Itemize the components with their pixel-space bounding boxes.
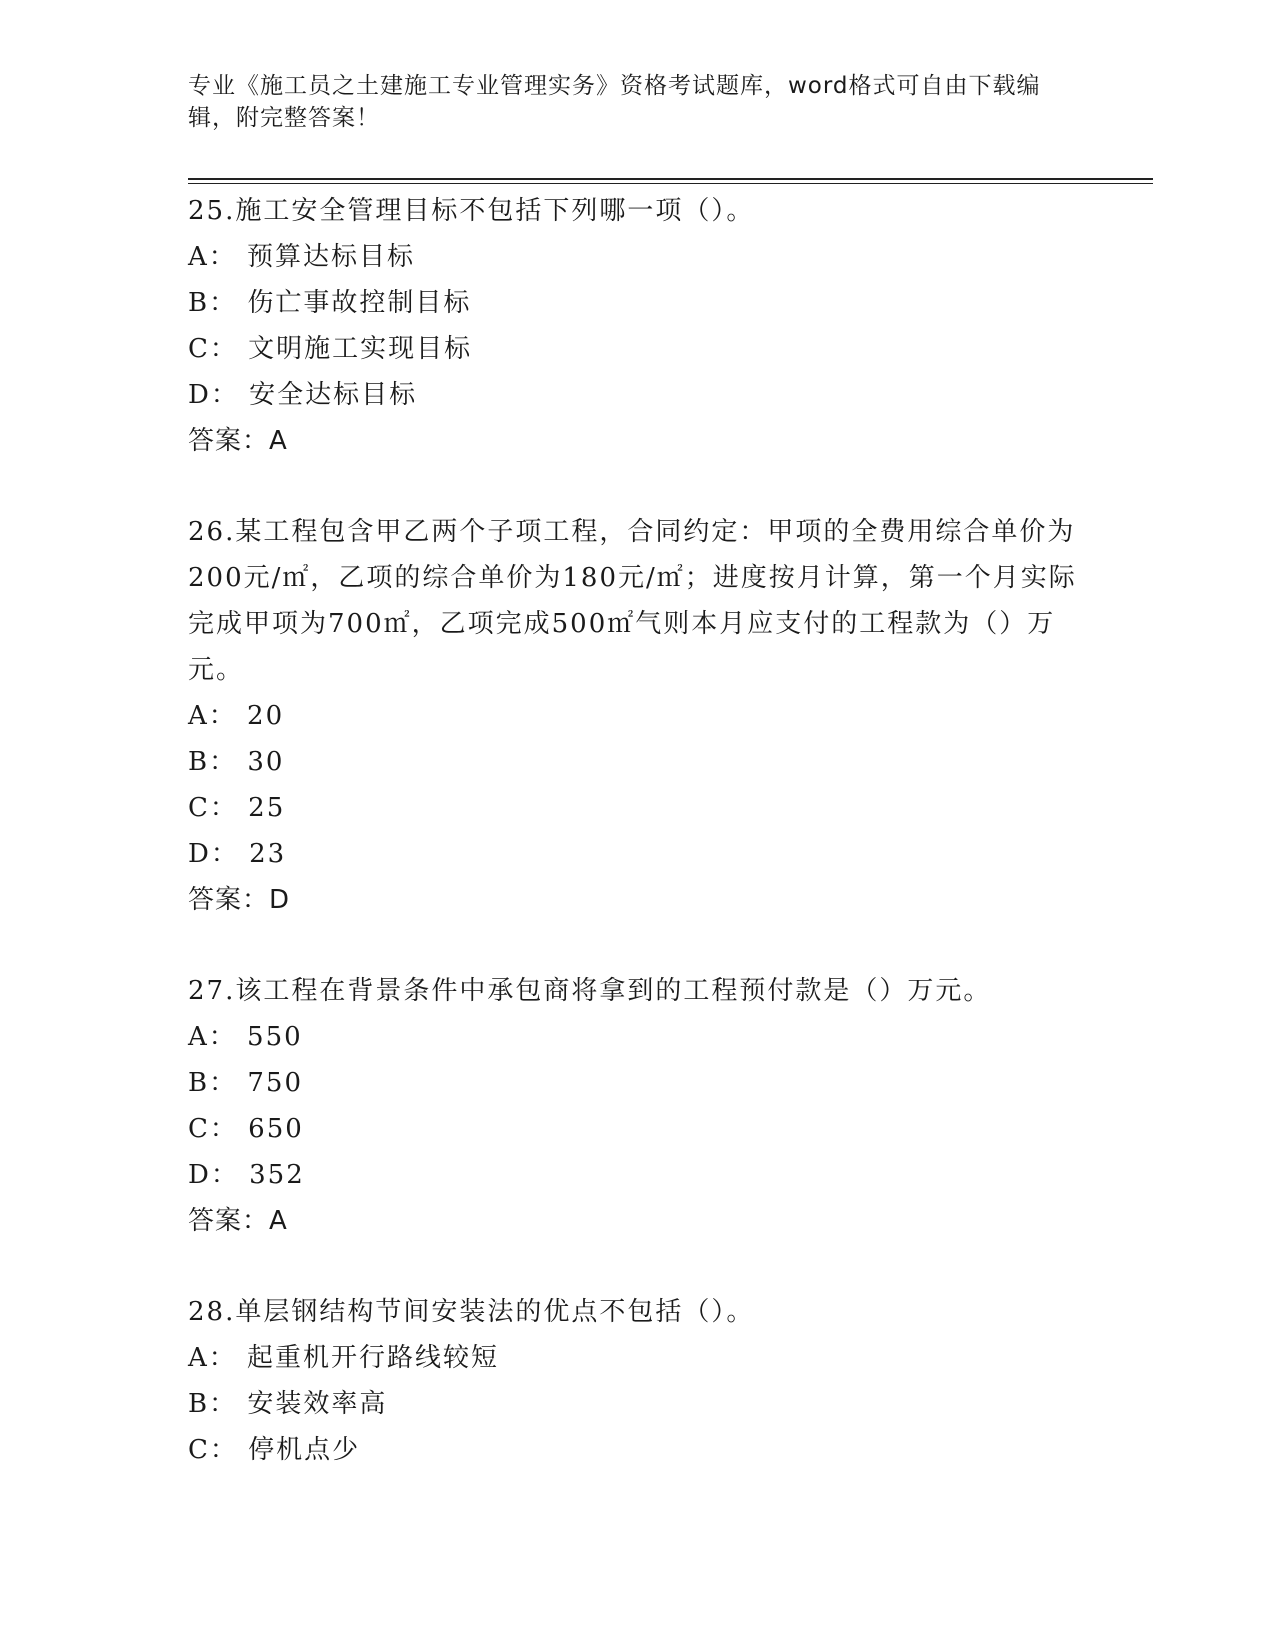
option-letter: D: [188, 839, 211, 869]
option-letter: C: [188, 1435, 210, 1465]
option-text: 550: [247, 1022, 303, 1052]
question-26: [188, 509, 1088, 923]
question-stem: 27.该工程在背景条件中承包商将拿到的工程预付款是（）万元。: [188, 976, 992, 1006]
option-letter: C: [188, 793, 210, 823]
option-a: A： 预算达标目标: [188, 242, 416, 272]
option-c: C： 25: [188, 793, 286, 823]
option-letter: C: [188, 1114, 210, 1144]
option-c: C： 650: [188, 1114, 304, 1144]
question-28: [188, 1289, 1088, 1473]
answer-line: [188, 418, 1088, 464]
option-letter: D: [188, 380, 211, 410]
header-divider-thin: [188, 183, 1153, 184]
option-text: 停机点少: [248, 1435, 361, 1465]
option-b: B： 安装效率高: [188, 1389, 388, 1419]
option-letter: B: [188, 1068, 210, 1098]
option-d: D： 352: [188, 1160, 305, 1190]
option-a: A： 20: [188, 701, 285, 731]
option-letter: A: [188, 1343, 209, 1373]
option-c: C： 停机点少: [188, 1435, 361, 1465]
option-text: 20: [247, 701, 285, 731]
document-header: 专业《施工员之土建施工专业管理实务》资格考试题库，word格式可自由下载编辑，附完整答案！: [188, 73, 1041, 131]
option-b: B： 30: [188, 747, 285, 777]
option-letter: B: [188, 288, 210, 318]
option-letter: A: [188, 701, 209, 731]
header-divider-thick: [188, 178, 1153, 180]
answer-line: [188, 1198, 1088, 1244]
question-stem: 25.施工安全管理目标不包括下列哪一项（）。: [188, 196, 755, 226]
option-letter: D: [188, 1160, 211, 1190]
option-letter: A: [188, 1022, 209, 1052]
option-c: C： 文明施工实现目标: [188, 334, 473, 364]
option-b: B： 750: [188, 1068, 304, 1098]
answer-label: 答案：: [188, 426, 270, 456]
answer-value: D: [269, 885, 291, 915]
option-d: D： 安全达标目标: [188, 380, 418, 410]
question-list: [188, 188, 1088, 1518]
answer-value: A: [269, 1206, 288, 1236]
answer-value: A: [269, 426, 288, 456]
option-text: 352: [249, 1160, 305, 1190]
option-d: D： 23: [188, 839, 287, 869]
option-text: 起重机开行路线较短: [247, 1343, 500, 1373]
option-text: 650: [248, 1114, 304, 1144]
option-a: A： 起重机开行路线较短: [188, 1343, 500, 1373]
option-b: B： 伤亡事故控制目标: [188, 288, 472, 318]
option-text: 安装效率高: [247, 1389, 388, 1419]
question-stem: 28.单层钢结构节间安装法的优点不包括（）。: [188, 1297, 755, 1327]
option-letter: B: [188, 747, 210, 777]
answer-line: [188, 877, 1088, 923]
option-text: 30: [247, 747, 285, 777]
option-text: 23: [249, 839, 287, 869]
option-letter: B: [188, 1389, 210, 1419]
answer-label: 答案：: [188, 1206, 270, 1236]
question-25: [188, 188, 1088, 464]
option-text: 安全达标目标: [249, 380, 418, 410]
option-a: A： 550: [188, 1022, 303, 1052]
answer-label: 答案：: [188, 885, 270, 915]
option-text: 25: [248, 793, 286, 823]
option-text: 750: [247, 1068, 304, 1098]
option-text: 文明施工实现目标: [248, 334, 473, 364]
question-stem: 26.某工程包含甲乙两个子项工程，合同约定：甲项的全费用综合单价为200元/㎡，乙项的综合单价为180元/㎡；进度按月计算，第一个月实际完成甲项为700㎡，乙项完成500㎡气则本月应支付的工程款为（）万元。: [188, 517, 1077, 685]
option-letter: A: [188, 242, 209, 272]
option-text: 伤亡事故控制目标: [247, 288, 472, 318]
option-letter: C: [188, 334, 210, 364]
question-27: [188, 968, 1088, 1244]
option-text: 预算达标目标: [247, 242, 416, 272]
